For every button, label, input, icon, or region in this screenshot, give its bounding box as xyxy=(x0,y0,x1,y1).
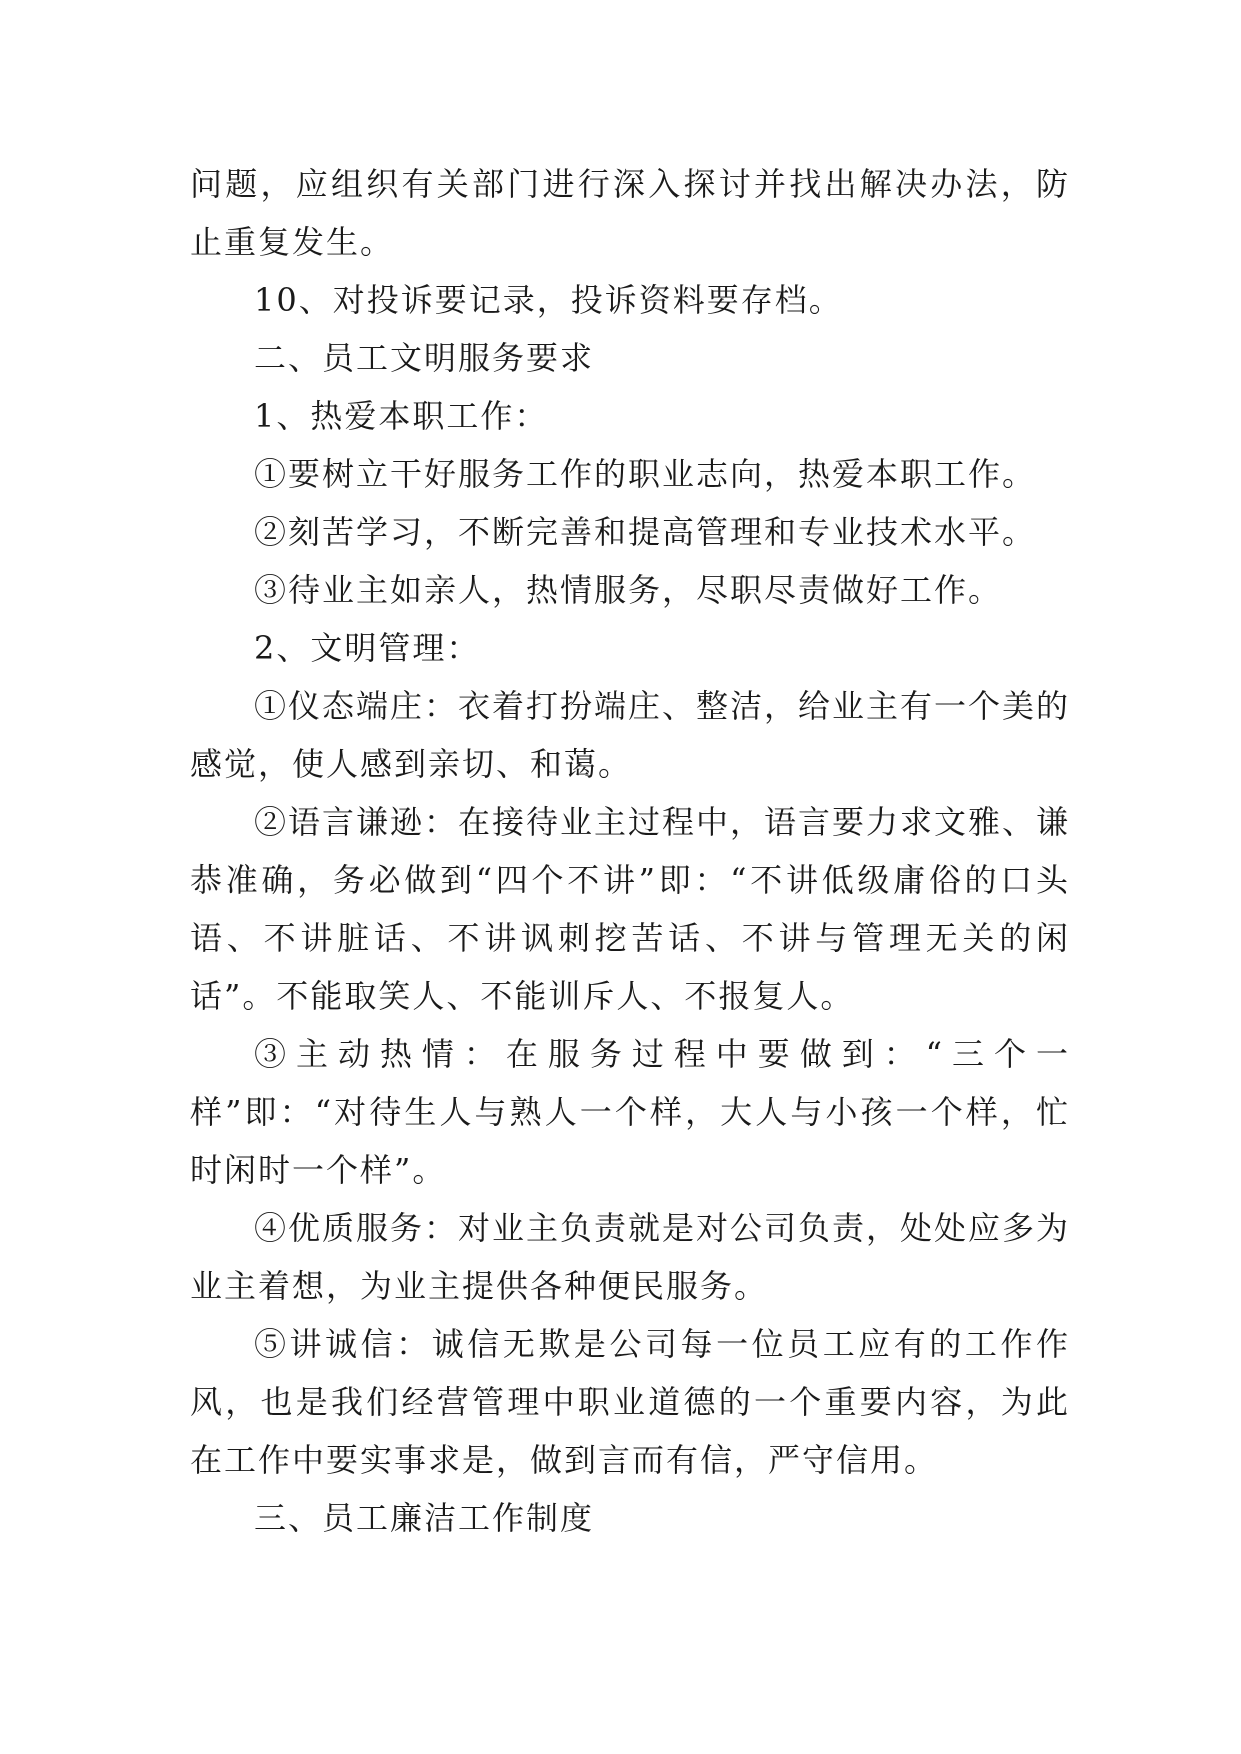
list-item: ⑤讲诚信：诚信无欺是公司每一位员工应有的工作作风，也是我们经营管理中职业道德的一个重要内容，为此在工作中要实事求是，做到言而有信，严守信用。 xyxy=(190,1325,1070,1479)
subheading-1: 1、热爱本职工作： xyxy=(254,397,549,435)
list-item: ②刻苦学习，不断完善和提高管理和专业技术水平。 xyxy=(254,513,1037,551)
document-body xyxy=(190,155,1070,1547)
list-item: ①要树立干好服务工作的职业志向，热爱本职工作。 xyxy=(254,455,1037,493)
list-item: ①仪态端庄：衣着打扮端庄、整洁，给业主有一个美的感觉，使人感到亲切、和蔼。 xyxy=(190,687,1071,783)
subheading-2: 2、文明管理： xyxy=(254,629,481,667)
list-item: ④优质服务：对业主负责就是对公司负责，处处应多为业主着想，为业主提供各种便民服务。 xyxy=(190,1209,1071,1305)
list-item: ③待业主如亲人，热情服务，尽职尽责做好工作。 xyxy=(254,571,1003,609)
paragraph-1: 问题，应组织有关部门进行深入探讨并找出解决办法，防止重复发生。 xyxy=(190,165,1070,261)
paragraph-2: 10、对投诉要记录，投诉资料要存档。 xyxy=(254,281,843,319)
section-heading-3: 三、员工廉洁工作制度 xyxy=(254,1499,595,1537)
list-item: ③主动热情：在服务过程中要做到：“三个一样”即：“对待生人与熟人一个样，大人与小孩一个样，忙时闲时一个样”。 xyxy=(190,1035,1070,1189)
list-item: ②语言谦逊：在接待业主过程中，语言要力求文雅、谦恭准确，务必做到“四个不讲”即：“不讲低级庸俗的口头语、不讲脏话、不讲讽刺挖苦话、不讲与管理无关的闲话”。不能取笑人、不能训斥人、不报复人。 xyxy=(190,803,1071,1015)
section-heading-2: 二、员工文明服务要求 xyxy=(254,339,595,377)
